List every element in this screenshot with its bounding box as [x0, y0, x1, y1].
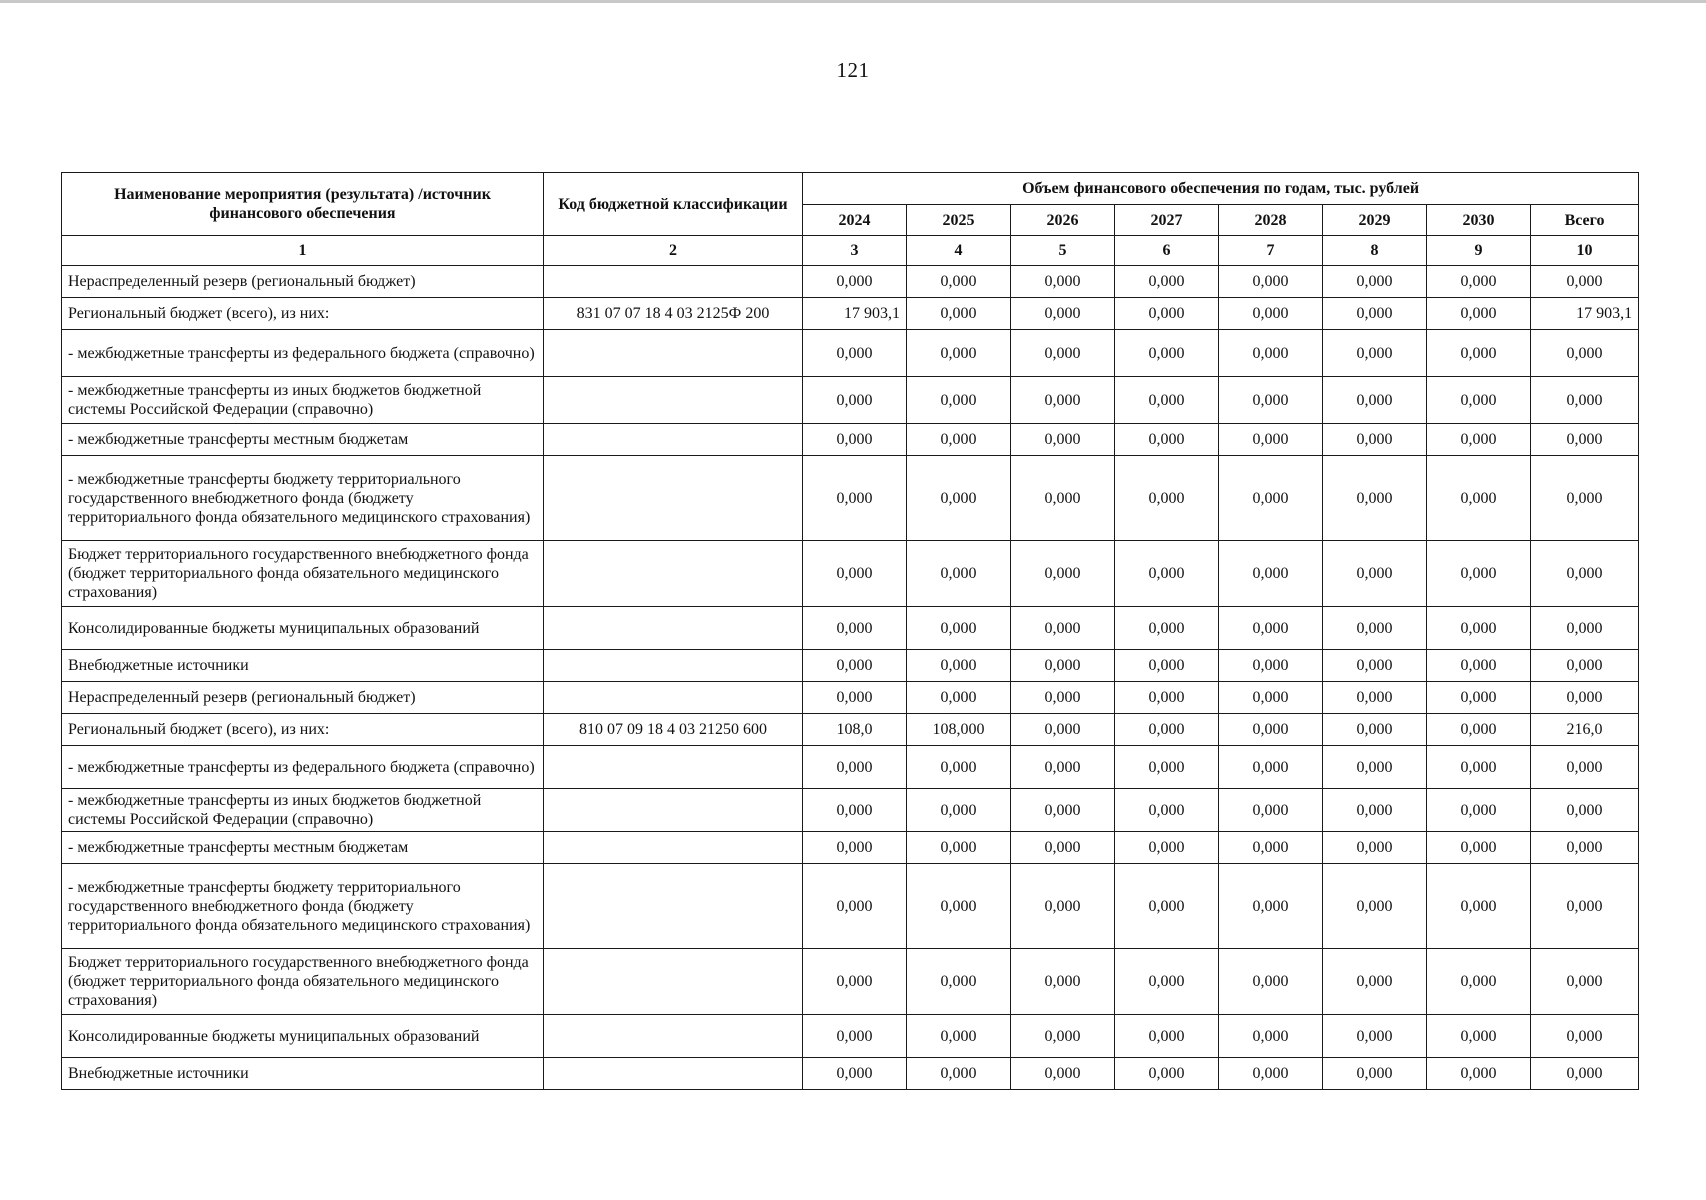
- row-year-value: 0,000: [803, 456, 907, 541]
- row-budget-code: [544, 832, 803, 864]
- row-total-value: 0,000: [1531, 789, 1639, 832]
- financing-table: [61, 172, 1639, 1090]
- row-year-value: 0,000: [1011, 424, 1115, 456]
- row-year-value: 0,000: [1427, 266, 1531, 298]
- header-code: Код бюджетной классификации: [544, 173, 803, 236]
- row-budget-code: 831 07 07 18 4 03 2125Ф 200: [544, 298, 803, 330]
- row-year-value: 0,000: [1011, 266, 1115, 298]
- row-budget-code: [544, 377, 803, 424]
- row-year-value: 0,000: [803, 864, 907, 949]
- row-year-value: 0,000: [1427, 456, 1531, 541]
- row-budget-code: [544, 330, 803, 377]
- row-total-value: 0,000: [1531, 424, 1639, 456]
- row-year-value: 0,000: [1011, 330, 1115, 377]
- header-year: 2030: [1427, 205, 1531, 236]
- row-year-value: 0,000: [1219, 789, 1323, 832]
- row-year-value: 0,000: [907, 746, 1011, 789]
- row-year-value: 0,000: [1219, 298, 1323, 330]
- row-year-value: 0,000: [1115, 1058, 1219, 1090]
- row-year-value: 0,000: [1011, 832, 1115, 864]
- row-year-value: 0,000: [1011, 456, 1115, 541]
- row-year-value: 0,000: [803, 1058, 907, 1090]
- row-year-value: 0,000: [1427, 424, 1531, 456]
- row-name: Нераспределенный резерв (региональный бюджет): [62, 682, 544, 714]
- row-year-value: 0,000: [907, 456, 1011, 541]
- row-budget-code: [544, 1015, 803, 1058]
- row-year-value: 0,000: [1427, 789, 1531, 832]
- table-row: [62, 424, 1639, 456]
- row-year-value: 0,000: [1115, 424, 1219, 456]
- row-year-value: 0,000: [1115, 714, 1219, 746]
- row-year-value: 0,000: [907, 789, 1011, 832]
- row-total-value: 0,000: [1531, 456, 1639, 541]
- row-year-value: 0,000: [1219, 456, 1323, 541]
- row-year-value: 0,000: [907, 541, 1011, 607]
- row-year-value: 0,000: [1011, 298, 1115, 330]
- row-name: - межбюджетные трансферты из иных бюджетов бюджетной системы Российской Федерации (справочно): [62, 789, 544, 832]
- row-year-value: 0,000: [1011, 949, 1115, 1015]
- top-edge-line: [0, 0, 1706, 3]
- row-year-value: 0,000: [1323, 607, 1427, 650]
- row-total-value: 0,000: [1531, 541, 1639, 607]
- row-year-value: 0,000: [1323, 541, 1427, 607]
- row-year-value: 0,000: [1219, 1015, 1323, 1058]
- row-name: - межбюджетные трансферты местным бюджетам: [62, 832, 544, 864]
- row-year-value: 0,000: [1219, 864, 1323, 949]
- row-year-value: 0,000: [1427, 1015, 1531, 1058]
- table-row: [62, 650, 1639, 682]
- row-budget-code: [544, 424, 803, 456]
- row-year-value: 0,000: [1323, 330, 1427, 377]
- header-year: 2026: [1011, 205, 1115, 236]
- row-year-value: 0,000: [1323, 746, 1427, 789]
- header-column-index: 4: [907, 236, 1011, 266]
- row-year-value: 0,000: [1427, 714, 1531, 746]
- row-year-value: 0,000: [907, 949, 1011, 1015]
- row-total-value: 0,000: [1531, 864, 1639, 949]
- row-year-value: 0,000: [907, 607, 1011, 650]
- row-year-value: 0,000: [907, 1058, 1011, 1090]
- row-year-value: 0,000: [1219, 266, 1323, 298]
- row-year-value: 0,000: [1323, 377, 1427, 424]
- row-year-value: 0,000: [1427, 330, 1531, 377]
- row-year-value: 0,000: [1219, 330, 1323, 377]
- row-year-value: 0,000: [803, 424, 907, 456]
- table-row: [62, 607, 1639, 650]
- row-year-value: 0,000: [1323, 298, 1427, 330]
- row-year-value: 0,000: [1219, 424, 1323, 456]
- header-column-index: 8: [1323, 236, 1427, 266]
- row-year-value: 0,000: [1219, 607, 1323, 650]
- row-name: - межбюджетные трансферты бюджету территориального государственного внебюджетного фонда (бюджету территориального фонда обязательного медицинского страхования): [62, 864, 544, 949]
- row-year-value: 0,000: [1115, 377, 1219, 424]
- row-year-value: 0,000: [907, 424, 1011, 456]
- row-year-value: 0,000: [907, 682, 1011, 714]
- row-year-value: 0,000: [803, 377, 907, 424]
- row-name: - межбюджетные трансферты из федерального бюджета (справочно): [62, 746, 544, 789]
- header-column-index: 7: [1219, 236, 1323, 266]
- row-name: - межбюджетные трансферты из иных бюджетов бюджетной системы Российской Федерации (справочно): [62, 377, 544, 424]
- row-name: Нераспределенный резерв (региональный бюджет): [62, 266, 544, 298]
- row-year-value: 0,000: [803, 607, 907, 650]
- row-year-value: 0,000: [1115, 1015, 1219, 1058]
- header-year: 2027: [1115, 205, 1219, 236]
- row-year-value: 0,000: [1323, 1015, 1427, 1058]
- row-year-value: 0,000: [1323, 650, 1427, 682]
- row-year-value: 0,000: [1115, 789, 1219, 832]
- row-year-value: 0,000: [803, 266, 907, 298]
- row-year-value: 0,000: [907, 330, 1011, 377]
- row-year-value: 0,000: [1427, 1058, 1531, 1090]
- row-year-value: 0,000: [1115, 266, 1219, 298]
- row-budget-code: [544, 789, 803, 832]
- table-row: [62, 949, 1639, 1015]
- row-year-value: 0,000: [1011, 650, 1115, 682]
- row-name: - межбюджетные трансферты бюджету территориального государственного внебюджетного фонда (бюджету территориального фонда обязательного медицинского страхования): [62, 456, 544, 541]
- row-year-value: 0,000: [1219, 1058, 1323, 1090]
- row-year-value: 0,000: [1219, 746, 1323, 789]
- row-year-value: 0,000: [1115, 541, 1219, 607]
- table-row: [62, 541, 1639, 607]
- row-name: Консолидированные бюджеты муниципальных образований: [62, 607, 544, 650]
- header-column-index: 1: [62, 236, 544, 266]
- header-volume: Объем финансового обеспечения по годам, тыс. рублей: [803, 173, 1639, 205]
- row-year-value: 0,000: [803, 682, 907, 714]
- row-year-value: 0,000: [1219, 682, 1323, 714]
- table-row: [62, 714, 1639, 746]
- row-year-value: 0,000: [1427, 377, 1531, 424]
- row-year-value: 0,000: [803, 1015, 907, 1058]
- row-year-value: 0,000: [1323, 682, 1427, 714]
- header-column-index: 2: [544, 236, 803, 266]
- row-budget-code: [544, 864, 803, 949]
- row-year-value: 17 903,1: [803, 298, 907, 330]
- header-column-index: 5: [1011, 236, 1115, 266]
- row-year-value: 0,000: [907, 864, 1011, 949]
- page-number: 121: [836, 58, 870, 82]
- row-year-value: 0,000: [1427, 650, 1531, 682]
- row-year-value: 0,000: [1011, 864, 1115, 949]
- row-budget-code: [544, 456, 803, 541]
- row-year-value: 0,000: [1115, 330, 1219, 377]
- row-year-value: 0,000: [1011, 1015, 1115, 1058]
- row-total-value: 0,000: [1531, 1058, 1639, 1090]
- row-year-value: 0,000: [1115, 607, 1219, 650]
- row-year-value: 0,000: [907, 298, 1011, 330]
- row-year-value: 0,000: [1323, 714, 1427, 746]
- row-year-value: 0,000: [1427, 746, 1531, 789]
- row-year-value: 0,000: [1323, 864, 1427, 949]
- row-budget-code: [544, 607, 803, 650]
- row-year-value: 0,000: [1219, 650, 1323, 682]
- row-year-value: 0,000: [1115, 864, 1219, 949]
- row-total-value: 216,0: [1531, 714, 1639, 746]
- row-year-value: 0,000: [1219, 541, 1323, 607]
- header-column-index: 6: [1115, 236, 1219, 266]
- row-total-value: 0,000: [1531, 330, 1639, 377]
- row-year-value: 0,000: [1427, 832, 1531, 864]
- row-name: Бюджет территориального государственного внебюджетного фонда (бюджет территориального фонда обязательного медицинского страхования): [62, 541, 544, 607]
- row-year-value: 108,0: [803, 714, 907, 746]
- row-budget-code: [544, 949, 803, 1015]
- row-budget-code: [544, 682, 803, 714]
- row-year-value: 0,000: [1011, 1058, 1115, 1090]
- row-total-value: 0,000: [1531, 832, 1639, 864]
- row-year-value: 0,000: [1323, 266, 1427, 298]
- row-year-value: 0,000: [1011, 607, 1115, 650]
- row-year-value: 0,000: [1011, 789, 1115, 832]
- table-row: [62, 864, 1639, 949]
- row-year-value: 0,000: [907, 1015, 1011, 1058]
- header-year: 2029: [1323, 205, 1427, 236]
- table-row: [62, 832, 1639, 864]
- table-row: [62, 377, 1639, 424]
- row-total-value: 0,000: [1531, 746, 1639, 789]
- header-column-index: 3: [803, 236, 907, 266]
- row-year-value: 0,000: [1427, 607, 1531, 650]
- row-name: Региональный бюджет (всего), из них:: [62, 714, 544, 746]
- row-year-value: 0,000: [1011, 541, 1115, 607]
- table-row: [62, 682, 1639, 714]
- row-year-value: 0,000: [1115, 650, 1219, 682]
- row-year-value: 0,000: [1323, 949, 1427, 1015]
- table-row: [62, 1015, 1639, 1058]
- row-year-value: 0,000: [1219, 714, 1323, 746]
- row-year-value: 0,000: [803, 789, 907, 832]
- row-total-value: 0,000: [1531, 682, 1639, 714]
- row-budget-code: 810 07 09 18 4 03 21250 600: [544, 714, 803, 746]
- row-year-value: 0,000: [1115, 682, 1219, 714]
- table-row: [62, 298, 1639, 330]
- row-year-value: 0,000: [803, 650, 907, 682]
- row-year-value: 0,000: [803, 949, 907, 1015]
- row-year-value: 0,000: [1219, 377, 1323, 424]
- table-row: [62, 266, 1639, 298]
- row-budget-code: [544, 541, 803, 607]
- row-total-value: 0,000: [1531, 607, 1639, 650]
- row-total-value: 0,000: [1531, 1015, 1639, 1058]
- row-budget-code: [544, 650, 803, 682]
- row-year-value: 108,000: [907, 714, 1011, 746]
- row-total-value: 0,000: [1531, 377, 1639, 424]
- header-column-index: 10: [1531, 236, 1639, 266]
- row-year-value: 0,000: [1323, 456, 1427, 541]
- header-column-index: 9: [1427, 236, 1531, 266]
- row-total-value: 0,000: [1531, 650, 1639, 682]
- row-year-value: 0,000: [1427, 864, 1531, 949]
- row-year-value: 0,000: [1115, 949, 1219, 1015]
- table-row: [62, 746, 1639, 789]
- row-name: - межбюджетные трансферты из федерального бюджета (справочно): [62, 330, 544, 377]
- table-row: [62, 456, 1639, 541]
- row-year-value: 0,000: [803, 746, 907, 789]
- header-year: 2028: [1219, 205, 1323, 236]
- row-year-value: 0,000: [907, 650, 1011, 682]
- row-name: Внебюджетные источники: [62, 650, 544, 682]
- row-year-value: 0,000: [1115, 746, 1219, 789]
- row-year-value: 0,000: [1427, 298, 1531, 330]
- row-year-value: 0,000: [1011, 746, 1115, 789]
- row-name: - межбюджетные трансферты местным бюджетам: [62, 424, 544, 456]
- row-year-value: 0,000: [1115, 456, 1219, 541]
- row-year-value: 0,000: [803, 541, 907, 607]
- row-year-value: 0,000: [1427, 541, 1531, 607]
- row-total-value: 0,000: [1531, 949, 1639, 1015]
- row-year-value: 0,000: [907, 377, 1011, 424]
- row-year-value: 0,000: [1323, 832, 1427, 864]
- row-year-value: 0,000: [1219, 832, 1323, 864]
- row-year-value: 0,000: [1323, 1058, 1427, 1090]
- table-row: [62, 1058, 1639, 1090]
- table-row: [62, 789, 1639, 832]
- row-year-value: 0,000: [1011, 377, 1115, 424]
- row-name: Бюджет территориального государственного внебюджетного фонда (бюджет территориального фонда обязательного медицинского страхования): [62, 949, 544, 1015]
- header-year: 2024: [803, 205, 907, 236]
- row-year-value: 0,000: [1011, 682, 1115, 714]
- row-year-value: 0,000: [1219, 949, 1323, 1015]
- row-year-value: 0,000: [1427, 949, 1531, 1015]
- row-name: Региональный бюджет (всего), из них:: [62, 298, 544, 330]
- row-budget-code: [544, 266, 803, 298]
- row-total-value: 0,000: [1531, 266, 1639, 298]
- row-total-value: 17 903,1: [1531, 298, 1639, 330]
- row-year-value: 0,000: [907, 266, 1011, 298]
- row-name: Внебюджетные источники: [62, 1058, 544, 1090]
- header-year: 2025: [907, 205, 1011, 236]
- row-name: Консолидированные бюджеты муниципальных образований: [62, 1015, 544, 1058]
- row-year-value: 0,000: [1115, 298, 1219, 330]
- table-row: [62, 330, 1639, 377]
- row-budget-code: [544, 1058, 803, 1090]
- row-year-value: 0,000: [1427, 682, 1531, 714]
- row-budget-code: [544, 746, 803, 789]
- row-year-value: 0,000: [803, 330, 907, 377]
- row-year-value: 0,000: [1323, 424, 1427, 456]
- row-year-value: 0,000: [1323, 789, 1427, 832]
- row-year-value: 0,000: [803, 832, 907, 864]
- row-year-value: 0,000: [1115, 832, 1219, 864]
- row-year-value: 0,000: [1011, 714, 1115, 746]
- header-year: Всего: [1531, 205, 1639, 236]
- row-year-value: 0,000: [907, 832, 1011, 864]
- header-name: Наименование мероприятия (результата) /источник финансового обеспечения: [62, 173, 544, 236]
